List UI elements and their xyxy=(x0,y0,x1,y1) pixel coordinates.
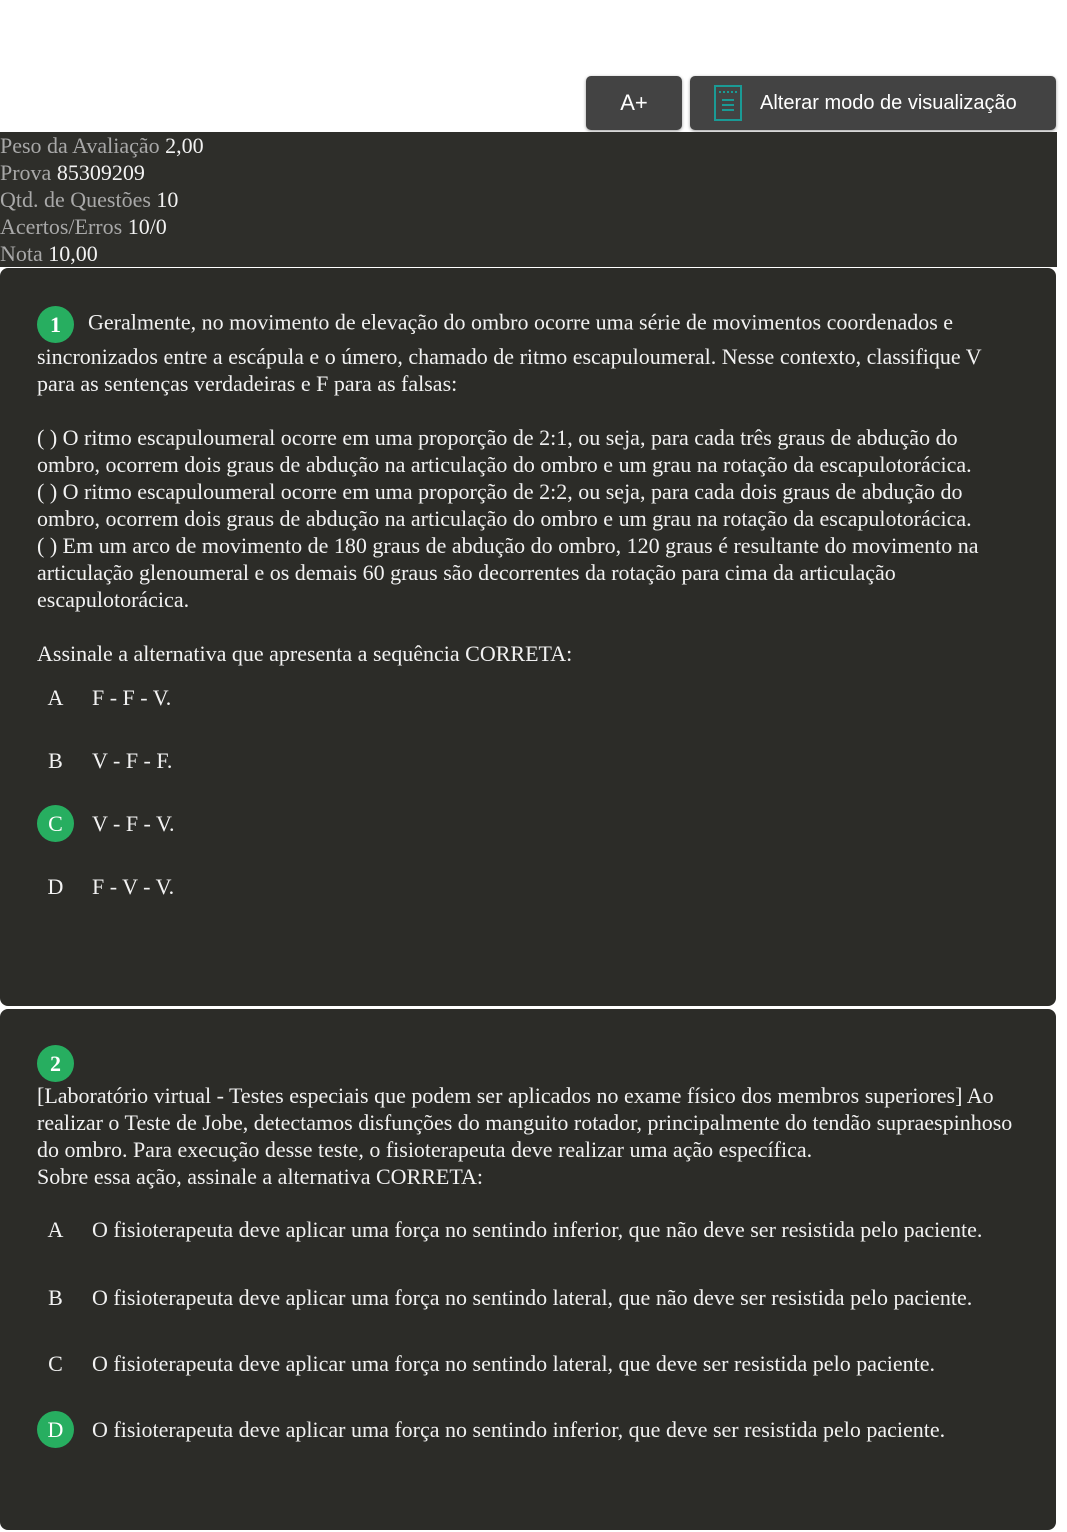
change-view-mode-button[interactable] xyxy=(690,76,1056,130)
question-card-1 xyxy=(0,268,1056,1006)
info-exam: Prova 85309209 xyxy=(0,160,145,185)
option-c-correct[interactable]: C V - F - V. xyxy=(37,805,1019,868)
option-d[interactable]: D F - V - V. xyxy=(47,874,175,899)
question-number-badge: 2 xyxy=(37,1045,74,1082)
option-a[interactable]: A F - F - V. xyxy=(47,685,172,710)
option-b[interactable]: B O fisioterapeuta deve aplicar uma força no sentindo lateral, que não deve ser resistida pelo paciente. xyxy=(48,1284,973,1310)
option-b[interactable]: B V - F - F. xyxy=(48,748,173,773)
info-question-count: Qtd. de Questões 10 xyxy=(0,187,179,212)
question-prompt: Sobre essa ação, assinale a alternativa CORRETA: xyxy=(37,1164,484,1189)
question-card-2 xyxy=(0,1009,1056,1530)
info-score-ratio: Acertos/Erros 10/0 xyxy=(0,214,167,239)
question-number-badge: 1 xyxy=(37,306,74,343)
option-a[interactable]: A O fisioterapeuta deve aplicar uma força no sentindo inferior, que não deve ser resistida pelo paciente. xyxy=(47,1216,983,1242)
font-size-button[interactable]: A+ xyxy=(586,76,682,130)
statement: ( ) O ritmo escapuloumeral ocorre em uma proporção de 2:1, ou seja, para cada três graus de abdução do ombro, ocorrem dois graus de abdução na articulação do ombro e um grau na rotação da escapulotorácica. xyxy=(37,425,972,477)
option-c[interactable]: C O fisioterapeuta deve aplicar uma força no sentindo lateral, que deve ser resistida pelo paciente. xyxy=(48,1350,935,1376)
statement: ( ) Em um arco de movimento de 180 graus de abdução do ombro, 120 graus é resultante do movimento na articulação glenoumeral e os demais 60 graus são decorrentes da rotação para cima da articulação escapulotorácica. xyxy=(37,533,979,612)
question-prompt: Assinale a alternativa que apresenta a sequência CORRETA: xyxy=(37,641,573,666)
option-d-correct[interactable]: D O fisioterapeuta deve aplicar uma força no sentindo inferior, que deve ser resistida pelo paciente. xyxy=(37,1394,1019,1464)
statement: ( ) O ritmo escapuloumeral ocorre em uma proporção de 2:2, ou seja, para cada dois graus de abdução do ombro, ocorrem dois graus de abdução na articulação do ombro e um grau na rotação da escapulotorácica. xyxy=(37,479,972,531)
question-text: 1 Geralmente, no movimento de elevação do ombro ocorre uma série de movimentos coordenados e sincronizados entre a escápula e o úmero, chamado de ritmo escapuloumeral. Nesse contexto, classifique V para as sentenças verdadeiras e F para as falsas: xyxy=(37,306,1019,397)
document-icon xyxy=(714,85,742,121)
exam-info xyxy=(0,132,1057,267)
info-grade: Nota 10,00 xyxy=(0,241,98,266)
change-view-mode-label: Alterar modo de visualização xyxy=(760,91,1017,114)
info-weight: Peso da Avaliação 2,00 xyxy=(0,133,204,158)
question-text: [Laboratório virtual - Testes especiais que podem ser aplicados no exame físico dos membros superiores] Ao realizar o Teste de Jobe, detectamos disfunções do manguito rotador, principalmente do tendão supraespinhoso do ombro. Para execução desse teste, o fisioterapeuta deve realizar uma ação específica. xyxy=(37,1083,1013,1162)
